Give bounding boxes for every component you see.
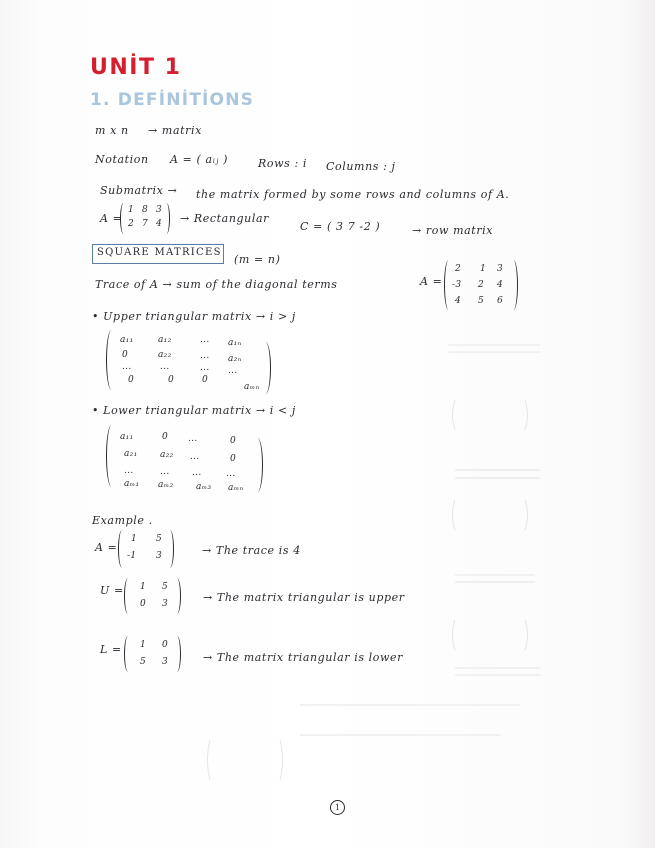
upper-triangular-def: • Upper triangular matrix → i > j [92, 310, 296, 323]
trace-matrix-label: A = [420, 275, 443, 288]
row-matrix: C = ( 3 7 -2 ) [300, 220, 381, 233]
lower-l03: 0 [230, 436, 237, 446]
mxn-text: m x n [95, 124, 129, 137]
upper-u22: ... [200, 363, 210, 373]
trace-a02: 3 [497, 264, 504, 274]
example3-note: → The matrix triangular is lower [203, 651, 404, 664]
example1-label: A = [95, 541, 118, 554]
lower-l31: aₘ₂ [158, 480, 174, 490]
ex3-m10: 5 [140, 657, 147, 667]
example1-note: → The trace is 4 [202, 544, 301, 557]
rect-note: → Rectangular [180, 212, 269, 225]
upper-u31: 0 [168, 375, 175, 385]
trace-a11: 2 [478, 280, 485, 290]
ex3-m00: 1 [140, 640, 147, 650]
upper-u21: ... [160, 362, 170, 372]
rows-text: Rows : i [258, 157, 307, 170]
ex2-m00: 1 [140, 582, 147, 592]
upper-u03: a₁ₙ [228, 338, 242, 348]
rect-m01: 8 [142, 205, 149, 215]
ex1-m10: -1 [127, 551, 137, 561]
square-condition: (m = n) [234, 253, 281, 266]
rect-m12: 4 [156, 219, 163, 229]
lower-l12: ... [190, 452, 200, 462]
upper-u01: a₁₂ [158, 335, 172, 345]
lower-l32: aₘ₃ [196, 482, 212, 492]
lower-l11: a₂₂ [160, 450, 174, 460]
upper-u02: ... [200, 335, 210, 345]
ex2-m10: 0 [140, 599, 147, 609]
matrix-def: → matrix [148, 124, 202, 137]
example-heading: Example . [92, 514, 153, 527]
lower-l23: ... [226, 469, 236, 479]
upper-u23: ... [228, 366, 238, 376]
section-heading: 1. DEFİNİTİONS [90, 90, 255, 110]
upper-u12: ... [200, 351, 210, 361]
ex3-m11: 3 [162, 657, 169, 667]
lower-l20: ... [124, 466, 134, 476]
ex3-m01: 0 [162, 640, 169, 650]
notation-expr: A = ( aᵢⱼ ) [170, 153, 229, 166]
square-matrices-heading: SQUARE MATRICES [97, 247, 222, 258]
example2-label: U = [100, 584, 124, 597]
page-number: 1 [330, 800, 345, 815]
lower-l01: 0 [162, 432, 169, 442]
rect-m00: 1 [128, 205, 135, 215]
rect-m02: 3 [156, 205, 163, 215]
upper-u11: a₂₂ [158, 350, 172, 360]
unit-title: UNİT 1 [90, 55, 182, 80]
ex1-m11: 3 [156, 551, 163, 561]
ex1-m00: 1 [131, 534, 138, 544]
lower-l30: aₘ₁ [124, 479, 140, 489]
trace-a20: 4 [455, 296, 462, 306]
rect-m11: 7 [142, 219, 149, 229]
trace-a21: 5 [478, 296, 485, 306]
lower-l21: ... [160, 467, 170, 477]
example2-note: → The matrix triangular is upper [203, 591, 405, 604]
columns-text: Columns : j [326, 160, 396, 173]
trace-a10: -3 [452, 280, 462, 290]
submatrix-def: the matrix formed by some rows and columns of A. [196, 188, 510, 201]
trace-a01: 1 [480, 264, 487, 274]
ex1-m01: 5 [156, 534, 163, 544]
example3-label: L = [100, 643, 122, 656]
lower-l10: a₂₁ [124, 449, 138, 459]
upper-u33: aₘₙ [244, 382, 260, 392]
trace-a12: 4 [497, 280, 504, 290]
lower-l00: a₁₁ [120, 432, 134, 442]
upper-u32: 0 [202, 375, 209, 385]
trace-a00: 2 [455, 264, 462, 274]
upper-u13: a₂ₙ [228, 354, 242, 364]
rect-label: A = [100, 212, 123, 225]
lower-triangular-def: • Lower triangular matrix → i < j [92, 404, 296, 417]
upper-u10: 0 [122, 350, 129, 360]
lower-l02: ... [188, 434, 198, 444]
rect-m10: 2 [128, 219, 135, 229]
trace-def: Trace of A → sum of the diagonal terms [95, 278, 338, 291]
lower-l22: ... [192, 468, 202, 478]
upper-u20: ... [122, 362, 132, 372]
trace-a22: 6 [497, 296, 504, 306]
row-note: → row matrix [412, 224, 494, 237]
ex2-m01: 5 [162, 582, 169, 592]
notation-label: Notation [95, 153, 149, 166]
lower-l33: aₘₙ [228, 483, 244, 493]
submatrix-label: Submatrix → [100, 184, 178, 197]
lower-l13: 0 [230, 454, 237, 464]
upper-u30: 0 [128, 375, 135, 385]
upper-u00: a₁₁ [120, 335, 134, 345]
ex2-m11: 3 [162, 599, 169, 609]
